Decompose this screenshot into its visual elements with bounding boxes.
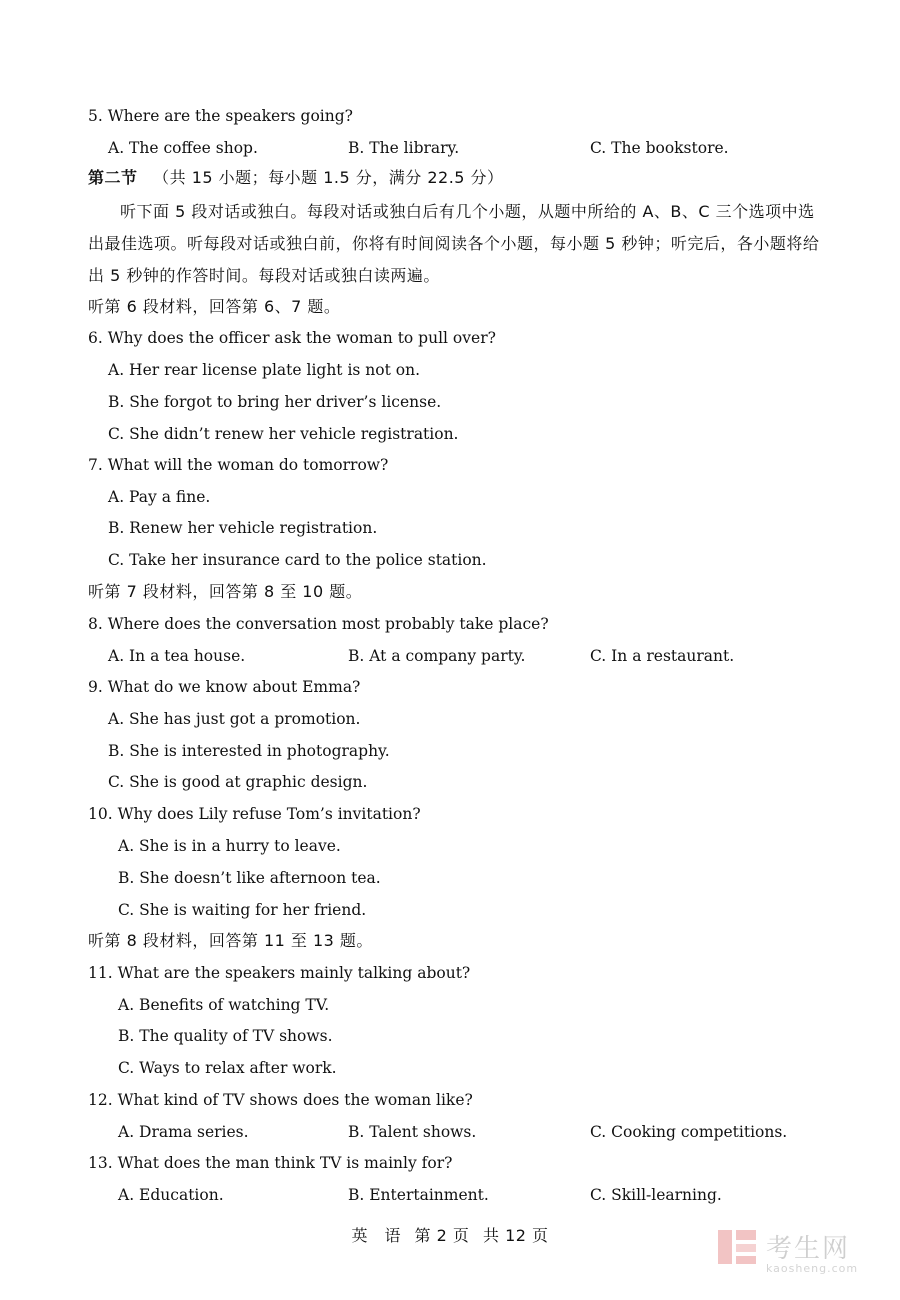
- question-7-stem: 7. What will the woman do tomorrow?: [88, 456, 389, 474]
- question-11-option-a: A. Benefits of watching TV.: [118, 996, 330, 1014]
- section-2-instructions: 听下面 5 段对话或独白。每段对话或独白后有几个小题，从题中所给的 A、B、C 三个选项中选出最佳选项。听每段对话或独白前，你将有时间阅读各个小题，每小题 5 秒钟；听完后，各小题将给出 5 秒钟的作答时间。每段对话或独白读两遍。: [88, 202, 820, 285]
- question-10-stem: 10. Why does Lily refuse Tom’s invitation?: [88, 805, 421, 823]
- question-12-option-b: B. Talent shows.: [348, 1123, 477, 1141]
- question-9-option-a: A. She has just got a promotion.: [108, 710, 361, 728]
- passage-7-heading: 听第 7 段材料，回答第 8 至 10 题。: [88, 582, 363, 601]
- question-7-option-b: B. Renew her vehicle registration.: [108, 519, 378, 537]
- question-5-option-a: A. The coffee shop.: [108, 139, 258, 157]
- question-13-stem: 13. What does the man think TV is mainly for?: [88, 1154, 453, 1172]
- question-7-option-c: C. Take her insurance card to the police station.: [108, 551, 487, 569]
- question-10-option-a: A. She is in a hurry to leave.: [118, 837, 341, 855]
- question-8-option-c: C. In a restaurant.: [590, 647, 735, 665]
- watermark-logo-icon: [716, 1226, 758, 1268]
- footer-total-pages: 共 12 页: [483, 1226, 549, 1245]
- watermark-brand: 考生网: [766, 1234, 851, 1264]
- section-2-info: （共 15 小题；每小题 1.5 分，满分 22.5 分）: [153, 168, 504, 187]
- question-11-option-c: C. Ways to relax after work.: [118, 1059, 337, 1077]
- passage-8-heading: 听第 8 段材料，回答第 11 至 13 题。: [88, 931, 373, 950]
- question-13-option-b: B. Entertainment.: [348, 1186, 489, 1204]
- question-5-option-b: B. The library.: [348, 139, 460, 157]
- question-13-option-a: A. Education.: [118, 1186, 224, 1204]
- question-9-stem: 9. What do we know about Emma?: [88, 678, 361, 696]
- question-11-stem: 11. What are the speakers mainly talking about?: [88, 964, 471, 982]
- passage-6-heading: 听第 6 段材料，回答第 6、7 题。: [88, 297, 341, 316]
- section-2-title: 第二节: [88, 168, 138, 187]
- question-6-option-c: C. She didn’t renew her vehicle registration.: [108, 425, 459, 443]
- question-6-option-a: A. Her rear license plate light is not on.: [108, 361, 421, 379]
- question-12-option-a: A. Drama series.: [118, 1123, 249, 1141]
- footer-page-number: 第 2 页: [414, 1226, 470, 1245]
- question-8-option-b: B. At a company party.: [348, 647, 526, 665]
- question-6-stem: 6. Why does the officer ask the woman to pull over?: [88, 329, 496, 347]
- watermark: [716, 1226, 876, 1282]
- question-9-option-b: B. She is interested in photography.: [108, 742, 390, 760]
- question-10-option-b: B. She doesn’t like afternoon tea.: [118, 869, 381, 887]
- question-11-option-b: B. The quality of TV shows.: [118, 1027, 333, 1045]
- question-13-option-c: C. Skill-learning.: [590, 1186, 722, 1204]
- question-12-option-c: C. Cooking competitions.: [590, 1123, 788, 1141]
- question-8-stem: 8. Where does the conversation most probably take place?: [88, 615, 549, 633]
- question-9-option-c: C. She is good at graphic design.: [108, 773, 368, 791]
- question-5-option-c: C. The bookstore.: [590, 139, 729, 157]
- question-8-option-a: A. In a tea house.: [108, 647, 246, 665]
- question-6-option-b: B. She forgot to bring her driver’s license.: [108, 393, 442, 411]
- question-12-stem: 12. What kind of TV shows does the woman like?: [88, 1091, 473, 1109]
- question-5-stem: 5. Where are the speakers going?: [88, 107, 353, 125]
- watermark-domain: kaosheng.com: [766, 1262, 859, 1275]
- section-2-header: [88, 168, 504, 188]
- question-7-option-a: A. Pay a fine.: [108, 488, 211, 506]
- footer-subject: 英 语: [351, 1226, 401, 1245]
- question-10-option-c: C. She is waiting for her friend.: [118, 901, 367, 919]
